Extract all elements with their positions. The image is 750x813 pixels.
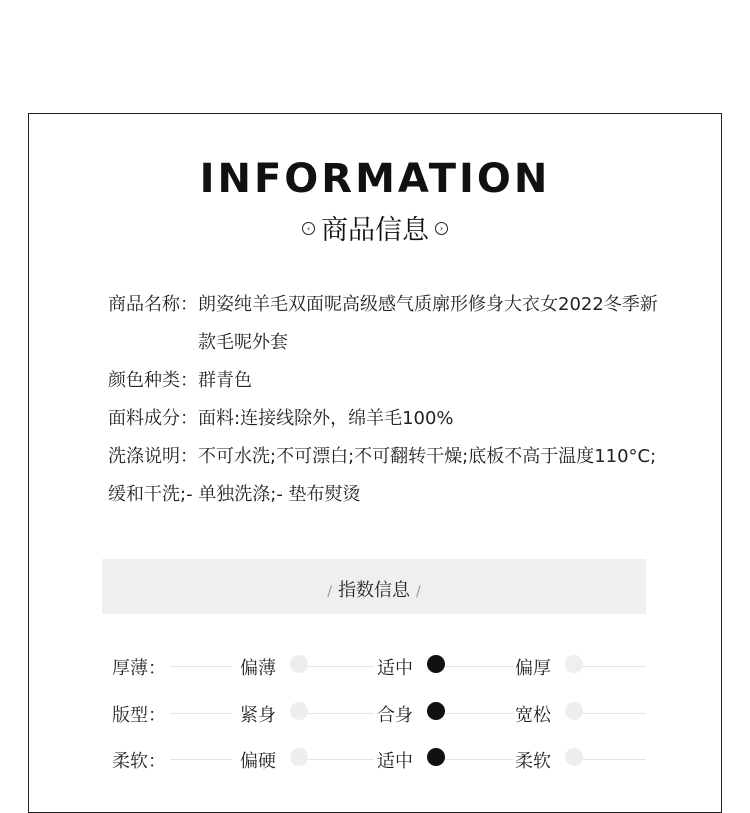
divider-line <box>170 666 232 667</box>
index-option-label: 偏厚 <box>515 658 551 679</box>
index-row <box>112 747 646 777</box>
wash-value: 不可水洗;不可漂白;不可翻转干燥;底板不高于温度110°C;缓和干洗;- 单独洗涤;- 垫布熨烫 <box>108 446 657 505</box>
index-option-label: 合身 <box>377 705 413 726</box>
wash-label: 洗涤说明： <box>108 446 198 467</box>
divider-line <box>306 713 374 714</box>
product-name-label: 商品名称： <box>108 294 198 315</box>
product-name-row <box>108 286 668 362</box>
divider-line <box>306 666 374 667</box>
color-label: 颜色种类： <box>108 370 198 391</box>
index-option-label: 柔软 <box>515 751 551 772</box>
page-title-cn <box>0 208 750 247</box>
index-option-label: 紧身 <box>240 705 276 726</box>
divider-line <box>580 713 646 714</box>
index-row-label: 版型： <box>112 705 166 726</box>
index-option-label: 适中 <box>377 751 413 772</box>
index-option-label: 宽松 <box>515 705 551 726</box>
title-slash-right: / <box>416 584 421 600</box>
material-value: 面料:连接线除外，绵羊毛100% <box>198 408 454 429</box>
index-option-label: 偏薄 <box>240 658 276 679</box>
index-option-label: 偏硬 <box>240 751 276 772</box>
material-label: 面料成分： <box>108 408 198 429</box>
divider-line <box>170 713 232 714</box>
index-section-title: 指数信息 <box>338 580 410 601</box>
chevron-left-icon: ‹ <box>302 222 315 235</box>
unselected-dot <box>565 748 583 766</box>
selected-dot <box>427 748 445 766</box>
material-row <box>108 400 668 438</box>
selected-dot <box>427 702 445 720</box>
index-row-label: 柔软： <box>112 751 166 772</box>
index-option-label: 适中 <box>377 658 413 679</box>
divider-line <box>306 759 374 760</box>
divider-line <box>580 759 646 760</box>
selected-dot <box>427 655 445 673</box>
divider-line <box>442 759 514 760</box>
unselected-dot <box>290 702 308 720</box>
wash-row <box>108 438 668 514</box>
divider-line <box>442 666 514 667</box>
product-info <box>108 286 668 514</box>
index-section-header <box>102 559 646 614</box>
divider-line <box>580 666 646 667</box>
unselected-dot <box>290 655 308 673</box>
title-cn-text: 商品信息 <box>321 215 429 246</box>
index-row <box>112 654 646 684</box>
product-name-value: 朗姿纯羊毛双面呢高级感气质廓形修身大衣女2022冬季新款毛呢外套 <box>198 294 658 353</box>
index-row-label: 厚薄： <box>112 658 166 679</box>
index-row <box>112 701 646 731</box>
divider-line <box>170 759 232 760</box>
divider-line <box>442 713 514 714</box>
color-row <box>108 362 668 400</box>
chevron-right-icon: › <box>435 222 448 235</box>
index-section-title-wrap <box>102 576 646 602</box>
unselected-dot <box>565 655 583 673</box>
title-slash-left: / <box>327 584 332 600</box>
page-title-en: INFORMATION <box>199 156 551 202</box>
color-value: 群青色 <box>198 370 252 391</box>
unselected-dot <box>290 748 308 766</box>
unselected-dot <box>565 702 583 720</box>
